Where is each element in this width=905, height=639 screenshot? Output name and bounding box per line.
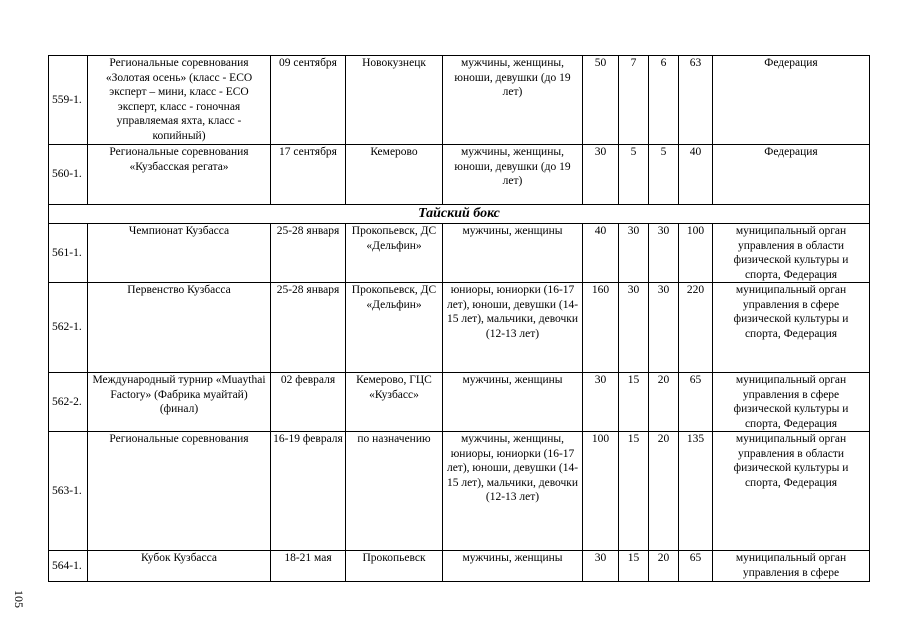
count-2: 15 [619, 432, 649, 551]
table-row [49, 551, 870, 582]
count-total: 40 [679, 145, 713, 205]
count-3: 30 [649, 283, 679, 373]
event-name: Первенство Кузбасса [88, 283, 271, 373]
count-3: 20 [649, 432, 679, 551]
count-3: 20 [649, 551, 679, 582]
row-number: 562-1. [49, 283, 88, 373]
event-date: 17 сентября [271, 145, 346, 205]
count-2: 15 [619, 373, 649, 432]
schedule-table [48, 55, 870, 582]
count-3: 30 [649, 224, 679, 283]
event-place: Кемерово, ГЦС «Кузбасс» [346, 373, 443, 432]
count-total: 220 [679, 283, 713, 373]
count-2: 5 [619, 145, 649, 205]
participants: мужчины, женщины, юноши, девушки (до 19 лет) [443, 145, 583, 205]
table-row [49, 145, 870, 205]
count-1: 160 [583, 283, 619, 373]
participants: юниоры, юниорки (16-17 лет), юноши, девушки (14-15 лет), мальчики, девочки (12-13 лет) [443, 283, 583, 373]
count-3: 20 [649, 373, 679, 432]
organizer: муниципальный орган управления в сфере физической культуры и спорта, Федерация [713, 283, 870, 373]
count-total: 63 [679, 56, 713, 145]
section-title: Тайский бокс [49, 205, 870, 224]
event-name: Чемпионат Кузбасса [88, 224, 271, 283]
participants: мужчины, женщины, юноши, девушки (до 19 лет) [443, 56, 583, 145]
organizer: муниципальный орган управления в сфере [713, 551, 870, 582]
organizer: Федерация [713, 56, 870, 145]
table-row [49, 56, 870, 145]
row-number: 561-1. [49, 224, 88, 283]
participants: мужчины, женщины, юниоры, юниорки (16-17 лет), юноши, девушки (14-15 лет), мальчики, девочки (12-13 лет) [443, 432, 583, 551]
count-1: 100 [583, 432, 619, 551]
event-date: 09 сентября [271, 56, 346, 145]
table-row [49, 224, 870, 283]
count-2: 15 [619, 551, 649, 582]
row-number: 559-1. [49, 56, 88, 145]
count-3: 6 [649, 56, 679, 145]
schedule-body [49, 56, 870, 582]
event-place: Новокузнецк [346, 56, 443, 145]
count-1: 30 [583, 551, 619, 582]
event-name: Международный турнир «Muaythai Factory» (Фабрика муайтай) (финал) [88, 373, 271, 432]
organizer: Федерация [713, 145, 870, 205]
table-row [49, 283, 870, 373]
event-name: Региональные соревнования «Кузбасская регата» [88, 145, 271, 205]
organizer: муниципальный орган управления в области физической культуры и спорта, Федерация [713, 432, 870, 551]
count-1: 30 [583, 145, 619, 205]
event-date: 16-19 февраля [271, 432, 346, 551]
participants: мужчины, женщины [443, 551, 583, 582]
count-3: 5 [649, 145, 679, 205]
table-row [49, 432, 870, 551]
section-header-row [49, 205, 870, 224]
count-2: 30 [619, 283, 649, 373]
count-total: 135 [679, 432, 713, 551]
organizer: муниципальный орган управления в области физической культуры и спорта, Федерация [713, 224, 870, 283]
count-total: 65 [679, 373, 713, 432]
count-total: 100 [679, 224, 713, 283]
participants: мужчины, женщины [443, 373, 583, 432]
event-place: Прокопьевск [346, 551, 443, 582]
event-date: 25-28 января [271, 283, 346, 373]
organizer: муниципальный орган управления в сфере физической культуры и спорта, Федерация [713, 373, 870, 432]
row-number: 564-1. [49, 551, 88, 582]
event-date: 25-28 января [271, 224, 346, 283]
row-number: 560-1. [49, 145, 88, 205]
count-total: 65 [679, 551, 713, 582]
participants: мужчины, женщины [443, 224, 583, 283]
event-date: 18-21 мая [271, 551, 346, 582]
row-number: 563-1. [49, 432, 88, 551]
page-number: 105 [12, 590, 26, 608]
count-2: 30 [619, 224, 649, 283]
count-1: 30 [583, 373, 619, 432]
count-1: 50 [583, 56, 619, 145]
event-place: Прокопьевск, ДС «Дельфин» [346, 283, 443, 373]
count-1: 40 [583, 224, 619, 283]
event-name: Региональные соревнования [88, 432, 271, 551]
event-date: 02 февраля [271, 373, 346, 432]
event-name: Кубок Кузбасса [88, 551, 271, 582]
row-number: 562-2. [49, 373, 88, 432]
event-place: Кемерово [346, 145, 443, 205]
count-2: 7 [619, 56, 649, 145]
table-row [49, 373, 870, 432]
event-place: Прокопьевск, ДС «Дельфин» [346, 224, 443, 283]
event-name: Региональные соревнования «Золотая осень» (класс - ЕСО эксперт – мини, класс - ЕСО эксперт, класс - гоночная управляемая яхта, класс - копийный) [88, 56, 271, 145]
event-place: по назначению [346, 432, 443, 551]
